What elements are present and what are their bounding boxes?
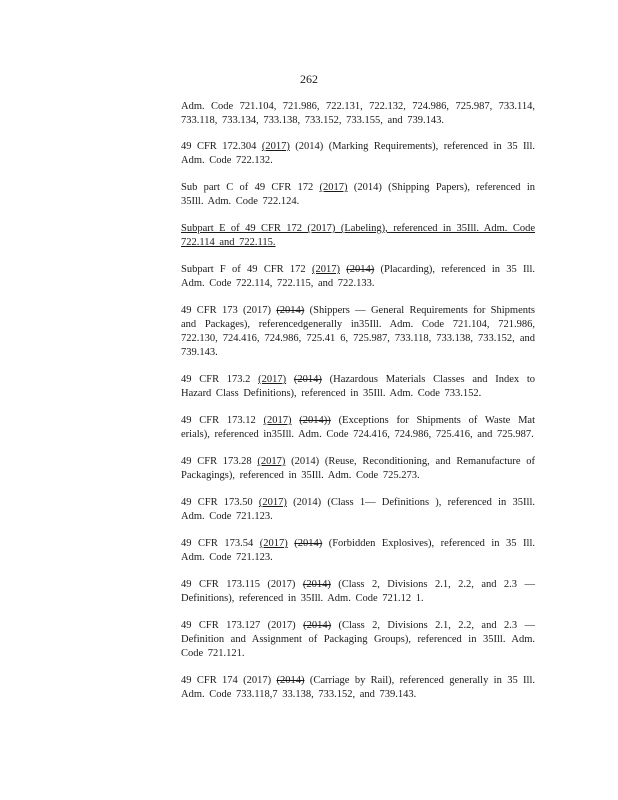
page-number: 262 bbox=[300, 72, 318, 86]
reference-entry bbox=[181, 222, 535, 250]
entry-text: 49 CFR 173.115 (2017) bbox=[181, 579, 303, 590]
entry-text: Subpart F of 49 CFR 172 bbox=[181, 264, 312, 275]
reference-entry bbox=[181, 414, 535, 442]
struck-text: (2014) bbox=[293, 374, 322, 385]
entry-text: (2014) (Marking Requirements), referenced in 35 Ill. Adm. Code 722.132. bbox=[181, 141, 535, 166]
inserted-text: (2017) bbox=[257, 456, 286, 467]
entry-text: (Hazardous Materials Classes and Index to Hazard Class Definitions), referenced in 35Ill. Adm. Code 733.152. bbox=[181, 374, 536, 399]
reference-entry bbox=[181, 455, 535, 483]
struck-text: (2014) bbox=[276, 305, 305, 316]
entry-text: 49 CFR 173 (2017) bbox=[181, 305, 277, 316]
entry-text: Adm. Code 721.104, 721.986, 722.131, 722.132, 724.986, 725.987, 733.114, 733.118, 733.134, 733.138, 733.152, 733.155, and 739.143. bbox=[181, 101, 535, 126]
entry-text: (Class 2, Divisions 2.1, 2.2, and 2.3 — Definitions), referenced in 35Ill. Adm. Code 721.12 1. bbox=[181, 579, 535, 604]
entry-text: (Placarding), referenced in 35 Ill. Adm. Code 722.114, 722.115, and 722.133. bbox=[181, 264, 536, 289]
entry-text: 49 CFR 173.54 bbox=[181, 538, 260, 549]
reference-entry bbox=[181, 537, 535, 565]
entry-text: 49 CFR 173.28 bbox=[181, 456, 258, 467]
reference-entry bbox=[181, 140, 535, 168]
reference-entry bbox=[181, 578, 535, 606]
entry-text: (2014) (Reuse, Reconditioning, and Remanufacture of Packagings), referenced in 35Ill. Adm. Code 725.273. bbox=[181, 456, 535, 481]
reference-entry bbox=[181, 619, 535, 661]
entry-text: 49 CFR 173.50 bbox=[181, 497, 259, 508]
inserted-text: (2017) bbox=[311, 264, 340, 275]
entry-text: 49 CFR 174 (2017) bbox=[181, 675, 277, 686]
reference-entry bbox=[181, 263, 535, 291]
entry-text: (Class 2, Divisions 2.1, 2.2, and 2.3 — Definition and Assignment of Packaging Groups), referenced in 35Ill. Adm. Code 721.121. bbox=[181, 620, 536, 659]
struck-text: (2014) bbox=[302, 579, 331, 590]
struck-text: (2014) bbox=[276, 675, 305, 686]
reference-entry bbox=[181, 674, 535, 702]
entry-text: 49 CFR 172.304 bbox=[181, 141, 262, 152]
inserted-text: (2017) bbox=[258, 374, 287, 385]
inserted-text: (2017) bbox=[319, 182, 348, 193]
entry-text: (Carriage by Rail), referenced generally in 35 Ill. Adm. Code 733.118,7 33.138, 733.152, and 739.143. bbox=[181, 675, 535, 700]
reference-entry bbox=[181, 496, 535, 524]
entry-text: 49 CFR 173.2 bbox=[181, 374, 259, 385]
reference-entry bbox=[181, 304, 535, 360]
struck-text: (2014) bbox=[346, 264, 375, 275]
entry-text: (2014) (Shipping Papers), referenced in 35Ill. Adm. Code 722.124. bbox=[181, 182, 535, 207]
entry-text bbox=[286, 374, 294, 385]
entry-text: (Exceptions for Shipments of Waste Mat erials), referenced in35Ill. Adm. Code 724.416, 724.986, 725.416, and 725.987. bbox=[181, 415, 535, 440]
inserted-text: Subpart E of 49 CFR 172 (2017) (Labeling), referenced in 35Ill. Adm. Code 722.114 and 722.115. bbox=[181, 223, 535, 248]
entry-text: Sub part C of 49 CFR 172 bbox=[181, 182, 320, 193]
reference-entry bbox=[181, 373, 535, 401]
entry-text: (2014) (Class 1— Definitions ), referenced in 35Ill. Adm. Code 721.123. bbox=[181, 497, 535, 522]
entry-text: 49 CFR 173.12 bbox=[181, 415, 264, 426]
struck-text: (2014) bbox=[294, 538, 323, 549]
inserted-text: (2017) bbox=[263, 415, 292, 426]
reference-entry bbox=[181, 181, 535, 209]
inserted-text: (2017) bbox=[259, 538, 288, 549]
entry-text: 49 CFR 173.127 (2017) bbox=[181, 620, 304, 631]
struck-text: (2014) bbox=[303, 620, 332, 631]
struck-text: (2014)) bbox=[299, 415, 331, 426]
entry-text: (Forbidden Explosives), referenced in 35 Ill. Adm. Code 721.123. bbox=[181, 538, 535, 563]
inserted-text: (2017) bbox=[258, 497, 287, 508]
entry-text: (Shippers — General Requirements for Shipments and Packages), referencedgenerally in35Ill. Adm. Code 721.104, 721.986, 722.130, 724.416, 724.986, 725.41 6, 725.987, 733.118, 733.138, 733.152, and 739.143. bbox=[181, 305, 536, 358]
reference-list bbox=[181, 100, 535, 715]
inserted-text: (2017) bbox=[261, 141, 290, 152]
reference-entry bbox=[181, 100, 535, 128]
